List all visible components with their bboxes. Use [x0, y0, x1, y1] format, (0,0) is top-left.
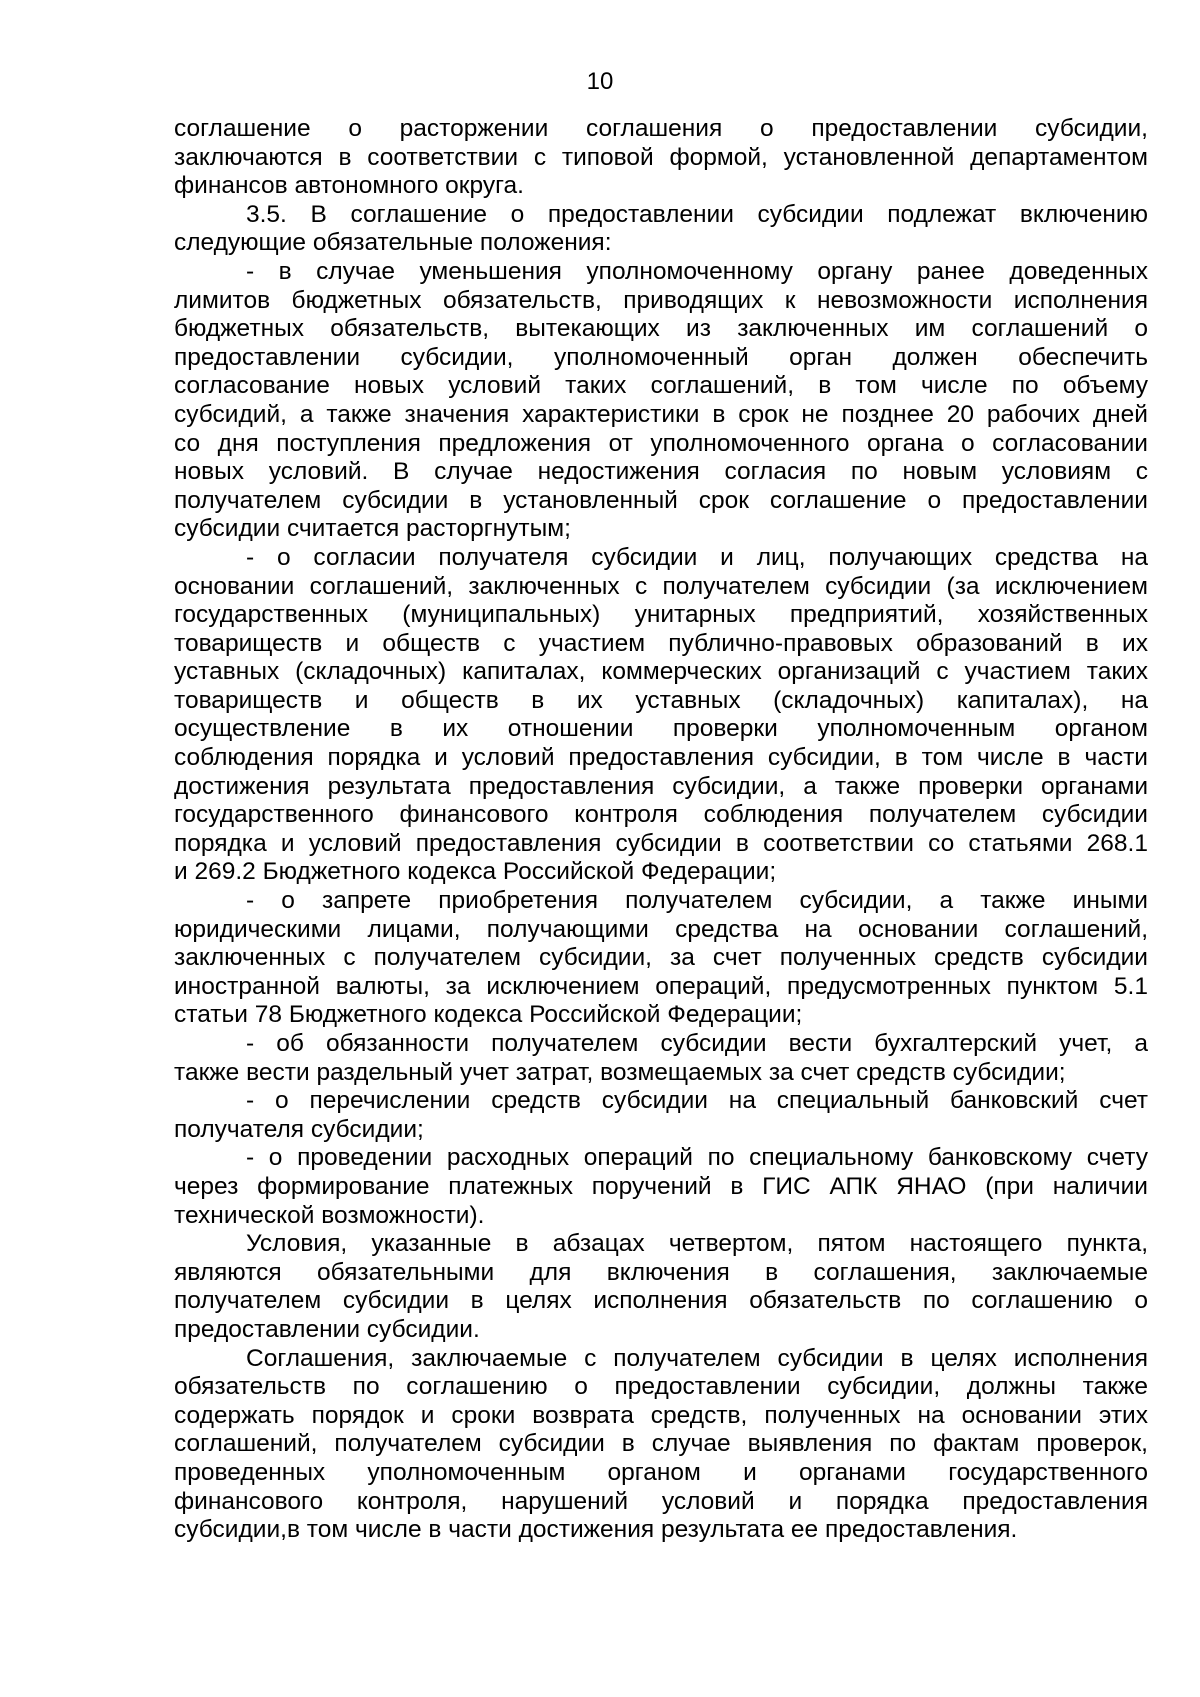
text-line: и 269.2 Бюджетного кодекса Российской Федерации; [174, 858, 777, 886]
text-line: получателем субсидии в целях исполнения обязательств по соглашению о [174, 1287, 1148, 1315]
text-line: 3.5. В соглашение о предоставлении субсидии подлежат включению [246, 200, 1148, 228]
text-line: предоставлении субсидии. [174, 1315, 480, 1343]
text-line: статьи 78 Бюджетного кодекса Российской Федерации; [174, 1001, 803, 1029]
text-line: - о согласии получателя субсидии и лиц, получающих средства на [246, 543, 1148, 571]
text-line: иностранной валюты, за исключением операций, предусмотренных пунктом 5.1 [174, 972, 1148, 1000]
text-line: - в случае уменьшения уполномоченному органу ранее доведенных [246, 257, 1148, 285]
text-line: достижения результата предоставления субсидии, а также проверки органами [174, 772, 1148, 800]
text-line: содержать порядок и сроки возврата средств, полученных на основании этих [174, 1401, 1148, 1429]
text-line: получателя субсидии; [174, 1115, 424, 1143]
text-line: финансового контроля, нарушений условий и порядка предоставления [174, 1487, 1148, 1515]
paragraph [174, 1144, 1148, 1230]
text-line: также вести раздельный учет затрат, возмещаемых за счет средств субсидии; [174, 1058, 1066, 1086]
paragraph [174, 258, 1148, 544]
paragraph [174, 1030, 1148, 1087]
text-line: согласование новых условий таких соглашений, в том числе по объему [174, 372, 1148, 400]
text-line: следующие обязательные положения: [174, 229, 612, 257]
text-line: финансов автономного округа. [174, 172, 524, 200]
text-line: технической возможности). [174, 1201, 485, 1229]
text-line: являются обязательными для включения в соглашения, заключаемые [174, 1258, 1148, 1286]
text-line: проведенных уполномоченным органом и органами государственного [174, 1458, 1148, 1486]
text-line: получателем субсидии в установленный срок соглашение о предоставлении [174, 486, 1148, 514]
paragraph [174, 115, 1148, 201]
text-line: соблюдения порядка и условий предоставления субсидии, в том числе в части [174, 744, 1148, 772]
paragraph [174, 201, 1148, 258]
text-line: порядка и условий предоставления субсидии в соответствии со статьями 268.1 [174, 829, 1148, 857]
text-line: товариществ и обществ с участием публично-правовых образований в их [174, 629, 1148, 657]
text-line: субсидии считается расторгнутым; [174, 515, 571, 543]
text-line: - о запрете приобретения получателем субсидии, а также иными [246, 887, 1148, 915]
text-line: товариществ и обществ в их уставных (складочных) капиталах), на [174, 686, 1148, 714]
text-line: Соглашения, заключаемые с получателем субсидии в целях исполнения [246, 1344, 1148, 1372]
text-line: заключенных с получателем субсидии, за счет полученных средств субсидии [174, 944, 1148, 972]
document-body [174, 115, 1148, 1545]
text-line: соглашение о расторжении соглашения о предоставлении субсидии, [174, 115, 1148, 142]
text-line: предоставлении субсидии, уполномоченный орган должен обеспечить [174, 343, 1148, 371]
text-line: субсидий, а также значения характеристики в срок не позднее 20 рабочих дней [174, 400, 1148, 428]
paragraph [174, 544, 1148, 887]
text-line: через формирование платежных поручений в ГИС АПК ЯНАО (при наличии [174, 1172, 1148, 1200]
text-line: заключаются в соответствии с типовой формой, установленной департаментом [174, 143, 1148, 171]
text-line: Условия, указанные в абзацах четвертом, пятом настоящего пункта, [246, 1230, 1148, 1258]
paragraph [174, 1087, 1148, 1144]
text-line: уставных (складочных) капиталах, коммерческих организаций с участием таких [174, 658, 1148, 686]
text-line: - об обязанности получателем субсидии вести бухгалтерский учет, а [246, 1030, 1148, 1057]
text-line: - о перечислении средств субсидии на специальный банковский счет [246, 1087, 1148, 1115]
text-line: государственного финансового контроля соблюдения получателем субсидии [174, 801, 1148, 829]
text-line: юридическими лицами, получающими средства на основании соглашений, [174, 915, 1148, 943]
page-number: 10 [586, 68, 614, 95]
text-line: обязательств по соглашению о предоставлении субсидии, должны также [174, 1373, 1148, 1401]
paragraph [174, 1345, 1148, 1545]
paragraph [174, 887, 1148, 1030]
text-line: со дня поступления предложения от уполномоченного органа о согласовании [174, 429, 1148, 457]
text-line: государственных (муниципальных) унитарных предприятий, хозяйственных [174, 601, 1148, 629]
text-line: осуществление в их отношении проверки уполномоченным органом [174, 715, 1148, 743]
text-line: основании соглашений, заключенных с получателем субсидии (за исключением [174, 572, 1148, 600]
text-line: лимитов бюджетных обязательств, приводящих к невозможности исполнения [174, 286, 1148, 314]
text-line: соглашений, получателем субсидии в случае выявления по фактам проверок, [174, 1430, 1148, 1458]
text-line: - о проведении расходных операций по специальному банковскому счету [246, 1144, 1148, 1172]
text-line: новых условий. В случае недостижения согласия по новым условиям с [174, 458, 1148, 486]
text-line: бюджетных обязательств, вытекающих из заключенных им соглашений о [174, 315, 1148, 343]
paragraph [174, 1230, 1148, 1344]
text-line: субсидии,в том числе в части достижения результата ее предоставления. [174, 1516, 1018, 1544]
